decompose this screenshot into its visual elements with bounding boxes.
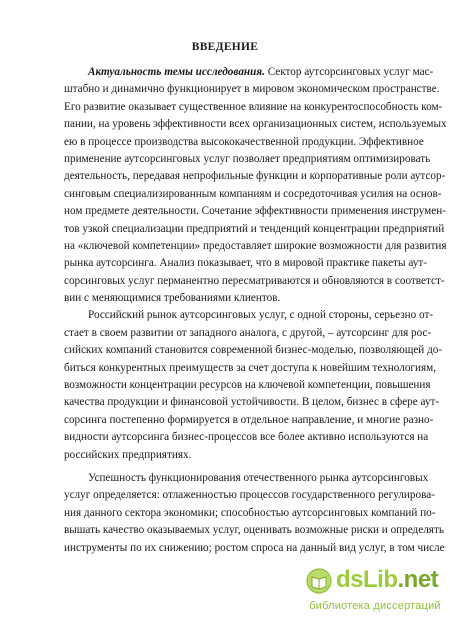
- text-line: [64, 238, 447, 255]
- text-line: [64, 255, 427, 272]
- text-line-content: применение аутсорсинговых услуг позволяет предприятиям оптимизировать: [64, 152, 431, 165]
- text-line-content: Его развитие оказывает существенное влияние на конкурентоспособность ком-: [64, 100, 443, 113]
- text-line: [64, 540, 445, 557]
- text-line: [64, 221, 445, 238]
- text-line: [64, 186, 442, 203]
- text-line-content: ею в процессе производства высококачественной продукции. Эффективное: [64, 135, 424, 148]
- text-line: [64, 81, 440, 98]
- text-line: [64, 99, 443, 116]
- text-line-content: Российский рынок аутсорсинговых услуг, с одной стороны, серьезно от-: [88, 309, 434, 322]
- text-line-content: Успешность функционирования отечественного рынка аутсорсинговых: [88, 471, 429, 484]
- text-line: [64, 429, 429, 446]
- text-line-content: ном предмете деятельности. Сочетание эффективности применения инструмен-: [64, 205, 446, 218]
- text-line: [64, 325, 432, 342]
- text-line-content: Сектор аутсорсинговых услуг мас-: [264, 66, 434, 78]
- text-line: [64, 64, 434, 81]
- text-line-content: вышать качество оказываемых услуг, оценивать возможные риски и определять: [64, 524, 444, 537]
- text-line-content: услуг определяется: отлаженностью процессов государственного регулирова-: [64, 489, 435, 502]
- text-line: [64, 203, 446, 220]
- lead-phrase: Актуальность темы исследования.: [88, 66, 265, 78]
- text-line: [64, 394, 440, 411]
- text-line-content: деятельность, передавая непрофильные функции и корпоративные роли аутсор-: [64, 170, 446, 183]
- text-line-content: штабно и динамично функционирует в мировом экономическом пространстве.: [64, 83, 440, 96]
- text-line: [64, 470, 429, 487]
- text-line: [64, 342, 443, 359]
- text-line: [64, 360, 437, 377]
- text-line-content: на «ключевой компетенции» предоставляет широкие возможности для развития: [64, 239, 447, 252]
- text-line: [64, 505, 436, 522]
- text-line: [64, 377, 431, 394]
- text-line: [64, 412, 434, 429]
- text-line-content: качества продукции и финансовой устойчивости. В целом, бизнес в сфере аут-: [64, 396, 440, 409]
- text-line: [64, 487, 435, 504]
- text-line-content: сийских компаний становится современной бизнес-моделью, позволяющей до-: [64, 344, 443, 357]
- text-line-content: видности аутсорсинга бизнес-процессов все более активно используются на: [64, 431, 429, 444]
- watermark-brand-domain: .net: [397, 566, 439, 593]
- text-line-content: пании, на уровень эффективности всех организационных систем, используемых: [64, 118, 447, 131]
- text-line-content: синговым специализированным компаниям и сосредоточивая усилия на основ-: [64, 187, 442, 200]
- text-line-content: стает в своем развитии от западного аналога, с другой, – аутсорсинг для рос-: [64, 326, 432, 339]
- document-body: [64, 64, 447, 557]
- section-heading: ВВЕДЕНИЕ: [191, 41, 259, 53]
- text-line: [64, 134, 424, 151]
- watermark-brand-main: dsLib: [336, 566, 398, 593]
- text-line-content: российских предприятиях.: [64, 448, 192, 461]
- text-line-content: рынка аутсорсинга. Анализ показывает, что в мировой практике пакеты аут-: [64, 257, 427, 270]
- book-globe-icon: [306, 568, 332, 594]
- text-line: [64, 151, 431, 168]
- watermark: [300, 566, 450, 619]
- text-line: [64, 168, 446, 185]
- text-line-content: биться конкурентных преимуществ за счет доступа к новейшим технологиям,: [64, 361, 437, 374]
- watermark-subtitle: библиотека диссертаций: [309, 600, 441, 612]
- text-line-content: сорсинговых услуг перманентно пересматриваются и обновляются в соответст-: [64, 274, 445, 287]
- text-line: [64, 116, 447, 133]
- watermark-brand: [336, 566, 438, 594]
- text-line: [64, 290, 387, 307]
- text-line: [64, 522, 444, 539]
- text-line-content: инструменты по их снижению; ростом спроса на данный вид услуг, в том числе: [64, 541, 445, 554]
- text-line-content: сорсинга постепенно формируется в отдельное направление, и многие разно-: [64, 413, 434, 426]
- text-line-content: возможности концентрации ресурсов на ключевой компетенции, повышения: [64, 379, 431, 392]
- text-line: [64, 307, 434, 324]
- text-line-content: вии с меняющимися требованиями клиентов.: [64, 292, 281, 305]
- text-line: [64, 447, 387, 464]
- text-line-content: тов узкой специализации предприятий и тенденций концентрации предприятий: [64, 222, 445, 235]
- text-line-content: ния данного сектора экономики; способностью аутсорсинговых компаний по-: [64, 506, 436, 519]
- text-line: [64, 273, 445, 290]
